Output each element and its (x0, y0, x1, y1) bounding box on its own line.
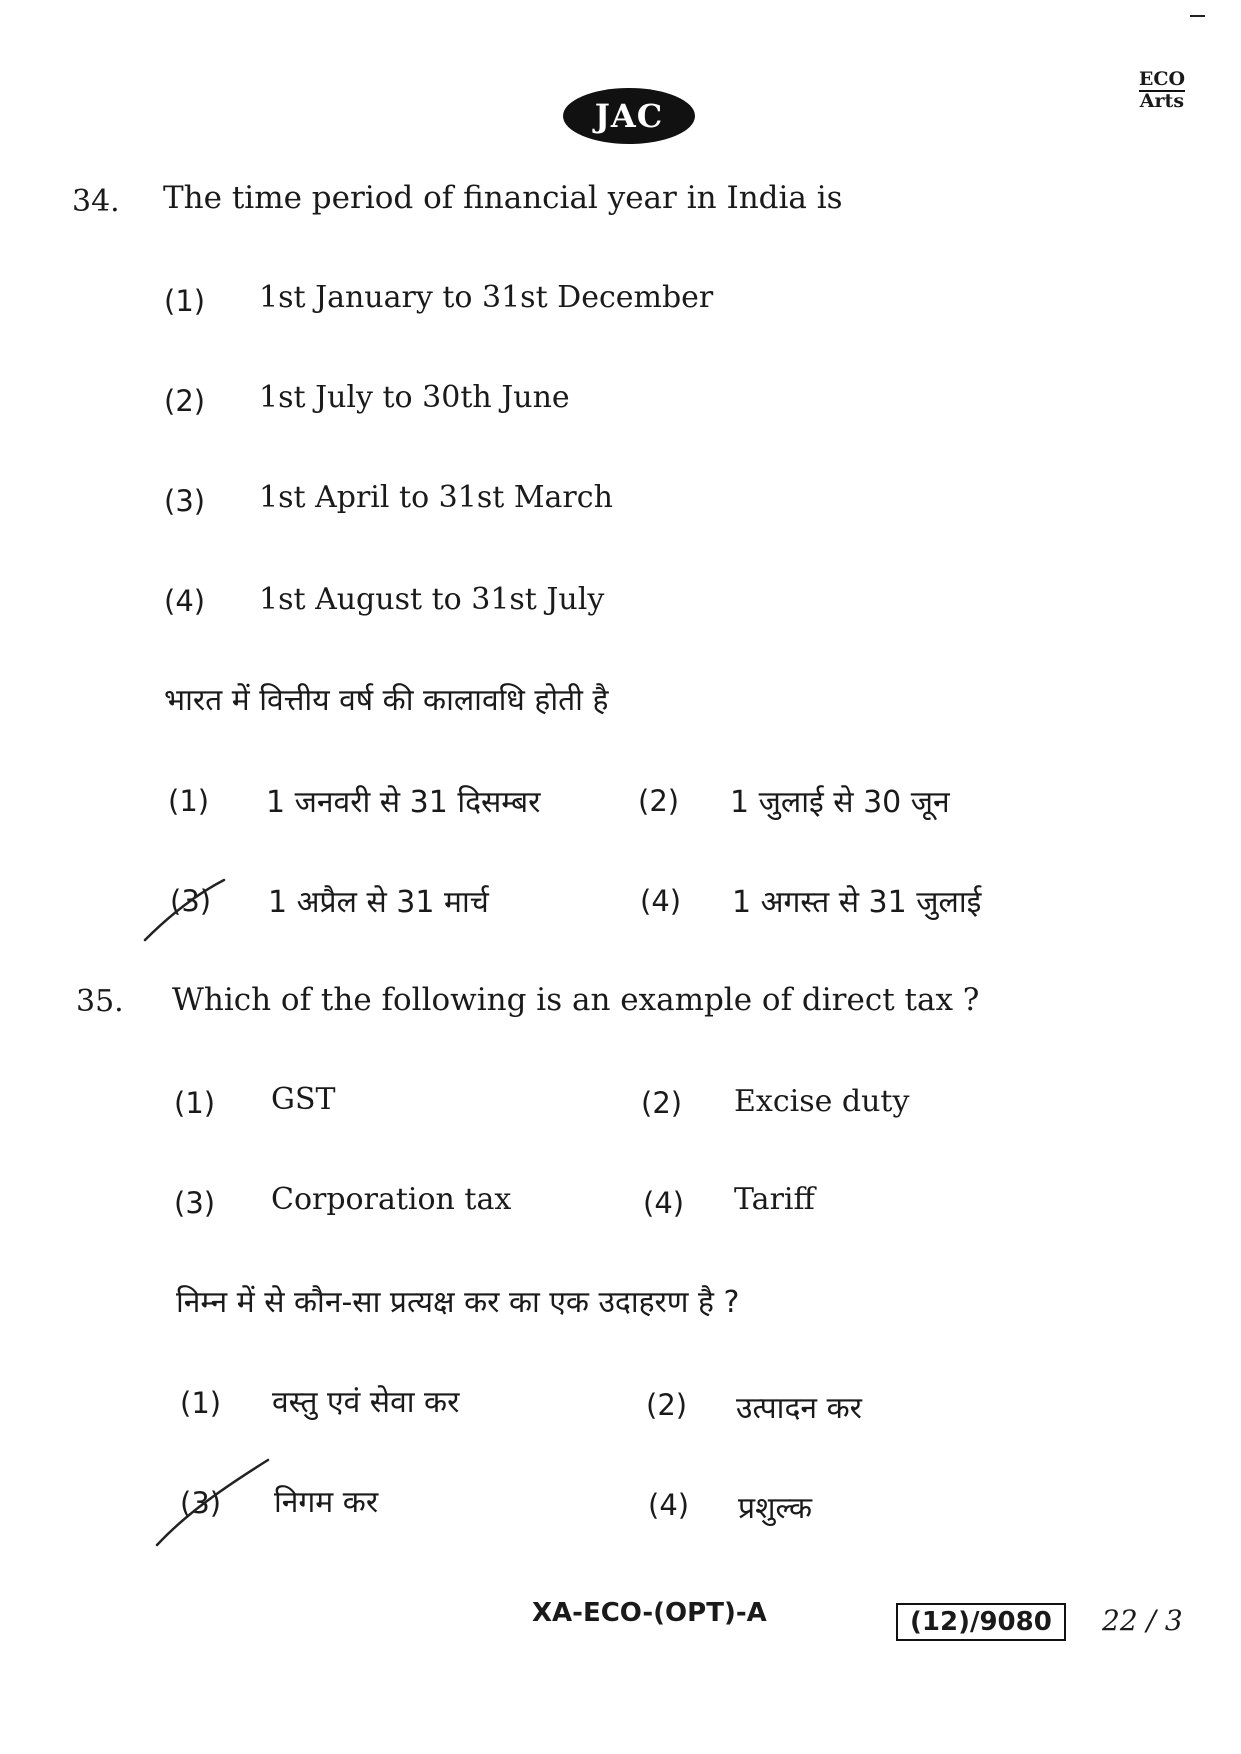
q35-hindi-option-2-text: उत्पादन कर (736, 1391, 862, 1426)
q34-option-3-text: 1st April to 31st March (259, 480, 613, 515)
q34-text: The time period of financial year in India is (163, 180, 843, 216)
q34-option-1-text: 1st January to 31st December (259, 280, 714, 315)
q35-option-3-text: Corporation tax (271, 1182, 512, 1217)
q35-option-3-num: (3) (174, 1186, 216, 1220)
page-number: 22 / 3 (1102, 1604, 1183, 1637)
q34-hindi-option-1-num: (1) (168, 784, 210, 818)
q34-option-2-num: (2) (164, 384, 206, 418)
q34-hindi-option-4-text: 1 अगस्त से 31 जुलाई (732, 885, 982, 920)
q35-hindi-text: निम्न में से कौन-सा प्रत्यक्ष कर का एक उदाहरण है ? (176, 1285, 740, 1320)
tick-mark-q35 (157, 1460, 268, 1545)
logo-text: JAC (594, 97, 664, 135)
subject-tag-bottom: Arts (1139, 89, 1185, 112)
q35-option-2-num: (2) (641, 1086, 683, 1120)
q34-hindi-option-4-num: (4) (640, 884, 682, 918)
q35-option-4-num: (4) (643, 1186, 685, 1220)
q35-text: Which of the following is an example of direct tax ? (172, 982, 980, 1018)
paper-code: XA-ECO-(OPT)-A (532, 1598, 767, 1628)
q34-hindi-option-1-text: 1 जनवरी से 31 दिसम्बर (266, 785, 541, 820)
q35-option-1-text: GST (271, 1082, 336, 1117)
q35-hindi-option-2-num: (2) (646, 1388, 688, 1422)
q35-hindi-option-3-num: (3) (180, 1486, 222, 1520)
q35-hindi-option-3-text: निगम कर (274, 1485, 379, 1520)
tick-mark-q34 (145, 880, 224, 940)
q35-option-4-text: Tariff (734, 1182, 815, 1217)
q34-hindi-option-2-num: (2) (638, 784, 680, 818)
q35-number: 35. (76, 984, 124, 1019)
q35-option-2-text: Excise duty (734, 1084, 910, 1119)
q35-hindi-option-4-text: प्रशुल्क (738, 1491, 813, 1526)
q34-hindi-text: भारत में वित्तीय वर्ष की कालावधि होती है (164, 683, 609, 718)
q34-number: 34. (72, 184, 120, 219)
q34-option-3-num: (3) (164, 484, 206, 518)
q35-hindi-option-4-num: (4) (648, 1488, 690, 1522)
q35-option-1-num: (1) (174, 1086, 216, 1120)
q34-option-2-text: 1st July to 30th June (259, 380, 570, 415)
paper-serial-box: (12)/9080 (896, 1603, 1066, 1641)
q34-option-1-num: (1) (164, 284, 206, 318)
q34-hindi-option-3-text: 1 अप्रैल से 31 मार्च (268, 885, 489, 920)
q34-hindi-option-2-text: 1 जुलाई से 30 जून (730, 785, 950, 820)
q34-hindi-option-3-num: (3) (170, 884, 212, 918)
q35-hindi-option-1-text: वस्तु एवं सेवा कर (272, 1385, 460, 1420)
q34-option-4-num: (4) (164, 584, 206, 618)
q34-option-4-text: 1st August to 31st July (259, 582, 605, 617)
subject-tag-top: ECO (1138, 68, 1185, 90)
q35-hindi-option-1-num: (1) (180, 1386, 222, 1420)
